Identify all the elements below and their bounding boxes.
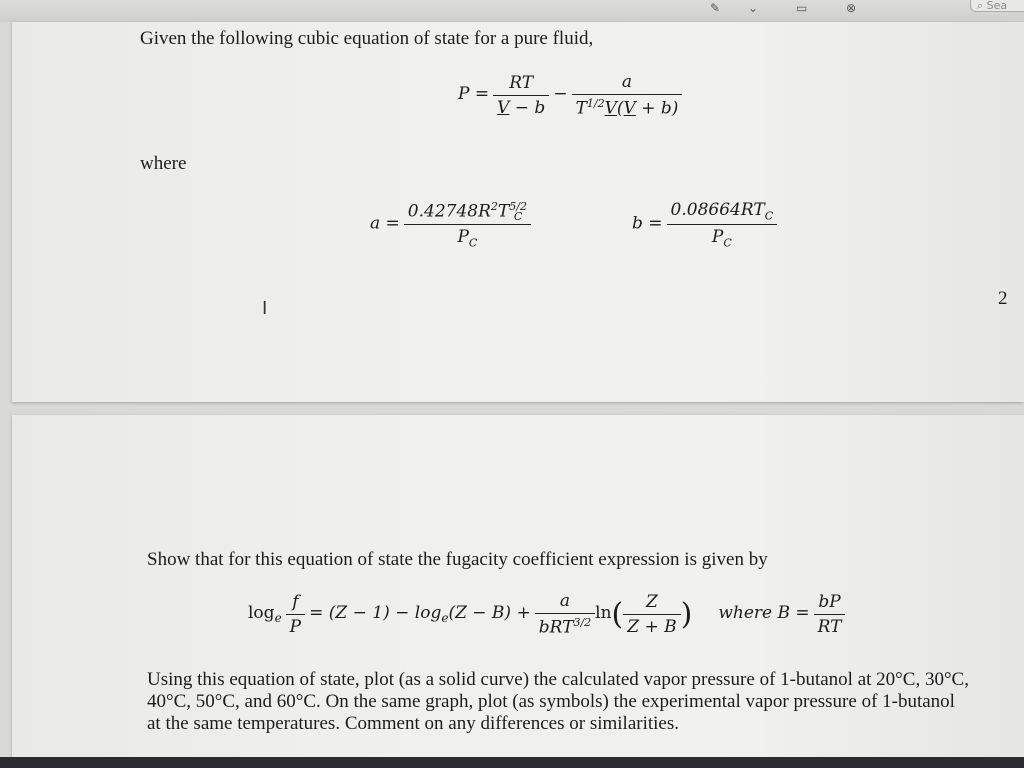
where-text: where — [140, 153, 187, 174]
eq-f-frac2-exp: 3/2 — [573, 616, 592, 629]
window-icon[interactable]: ▭ — [796, 1, 808, 15]
eq-f-log1: log — [248, 603, 275, 623]
eq-f-frac1-den: P — [289, 616, 302, 637]
equation-a — [370, 200, 531, 250]
eq-p-den2-open: ( — [616, 98, 624, 119]
eq-f-ln: ln — [595, 603, 612, 623]
equation-fugacity: $\log_e$ $\frac{f}{P}$ = $(Z - 1) - \log_e(Z - B)$ + $\frac{a}{bRT^{3/2}}$ ln( $\frac{Z}{Z + B}$ ) where B = $\frac{bP}{RT}$ — [248, 591, 845, 638]
toolbar — [0, 0, 1024, 22]
eq-b-coef: 0.08664 — [670, 200, 741, 220]
eq-a-frac — [404, 200, 531, 250]
eq-p-minus: − — [553, 84, 568, 104]
eq-a-den-sub: C — [468, 236, 478, 250]
document-page-1 — [12, 22, 1024, 402]
eq-p-lhs: P = — [458, 84, 490, 104]
eq-b-den-p: P — [711, 227, 724, 248]
eq-p-den1-v: V — [497, 97, 510, 118]
eq-f-frac4-den: RT — [817, 616, 842, 637]
eq-a-t-exp: 5/2 — [509, 200, 527, 214]
eq-a-coef: 0.42748 — [407, 201, 479, 222]
eq-f-frac4 — [814, 592, 846, 637]
eq-f-frac2 — [535, 591, 595, 638]
eq-a-den-p: P — [457, 227, 469, 248]
eq-p-frac2 — [572, 72, 683, 119]
eq-f-frac3-den: Z + B — [627, 616, 677, 637]
pen-icon[interactable]: ✎ — [710, 1, 721, 15]
search-placeholder: Sea — [986, 0, 1008, 12]
chevron-down-icon[interactable]: ⌄ — [748, 1, 759, 15]
eq-p-den2-rest: + b) — [635, 98, 679, 119]
search-input[interactable] — [970, 0, 1024, 12]
eq-f-log2-sub: e — [441, 611, 449, 626]
eq-a-r-exp: 2 — [490, 200, 498, 213]
screen-bezel — [0, 757, 1024, 768]
share-icon[interactable]: ⊗ — [846, 1, 857, 15]
paragraph-line-1: Using this equation of state, plot (as a solid curve) the calculated vapor pressure of 1-butanol at 20°C, 30°C, — [147, 669, 969, 690]
search-icon: ⌕ — [977, 0, 984, 12]
eq-f-frac1 — [286, 592, 305, 637]
eq-b-rt: RT — [740, 200, 765, 220]
eq-f-log1-sub: e — [274, 611, 282, 626]
eq-p-den2-v1: V — [604, 98, 617, 119]
intro-text: Given the following cubic equation of state for a pure fluid, — [140, 28, 594, 49]
paragraph-line-3: at the same temperatures. Comment on any differences or similarities. — [147, 713, 680, 734]
eq-p-num1: RT — [493, 73, 549, 96]
text-cursor-icon: I — [262, 298, 268, 319]
eq-p-num2: a — [572, 72, 683, 95]
paragraph-line-2: 40°C, 50°C, and 60°C. On the same graph, plot (as symbols) the experimental vapor pressure of 1-butanol — [147, 691, 955, 712]
eq-b-lhs: b = — [632, 213, 663, 234]
eq-f-frac3-num: Z — [623, 592, 680, 615]
page-number: 2 — [998, 288, 1008, 309]
eq-b-frac — [667, 200, 778, 250]
eq-a-r: R — [478, 201, 491, 222]
equation-pressure — [458, 72, 682, 119]
eq-a-lhs: a = — [370, 213, 400, 234]
eq-f-frac3 — [623, 592, 680, 637]
eq-p-den2-v2: V — [623, 98, 636, 119]
eq-f-paren: (Z − B) + — [448, 603, 531, 623]
eq-f-frac1-num: f — [286, 592, 305, 615]
eq-p-den1-rest: − b — [509, 97, 546, 118]
statement-text: Show that for this equation of state the fugacity coefficient expression is given by — [147, 549, 768, 570]
equation-b — [632, 200, 777, 250]
eq-b-sub: C — [764, 209, 774, 223]
document-page-2 — [12, 415, 1024, 757]
eq-p-frac1 — [493, 73, 549, 118]
eq-p-den2-t: T — [575, 98, 587, 119]
eq-b-den-sub: C — [723, 236, 732, 250]
eq-f-frac4-num: bP — [814, 592, 846, 615]
eq-f-where-b: where B = — [718, 603, 810, 623]
eq-p-den2-exp: 1/2 — [586, 97, 605, 110]
eq-a-t-sub: C — [513, 210, 523, 224]
eq-f-frac2-num: a — [535, 591, 595, 614]
eq-f-frac2-den: bRT — [538, 617, 574, 638]
eq-f-middle: = (Z − 1) − log — [309, 603, 442, 623]
eq-a-t: T — [497, 201, 510, 222]
